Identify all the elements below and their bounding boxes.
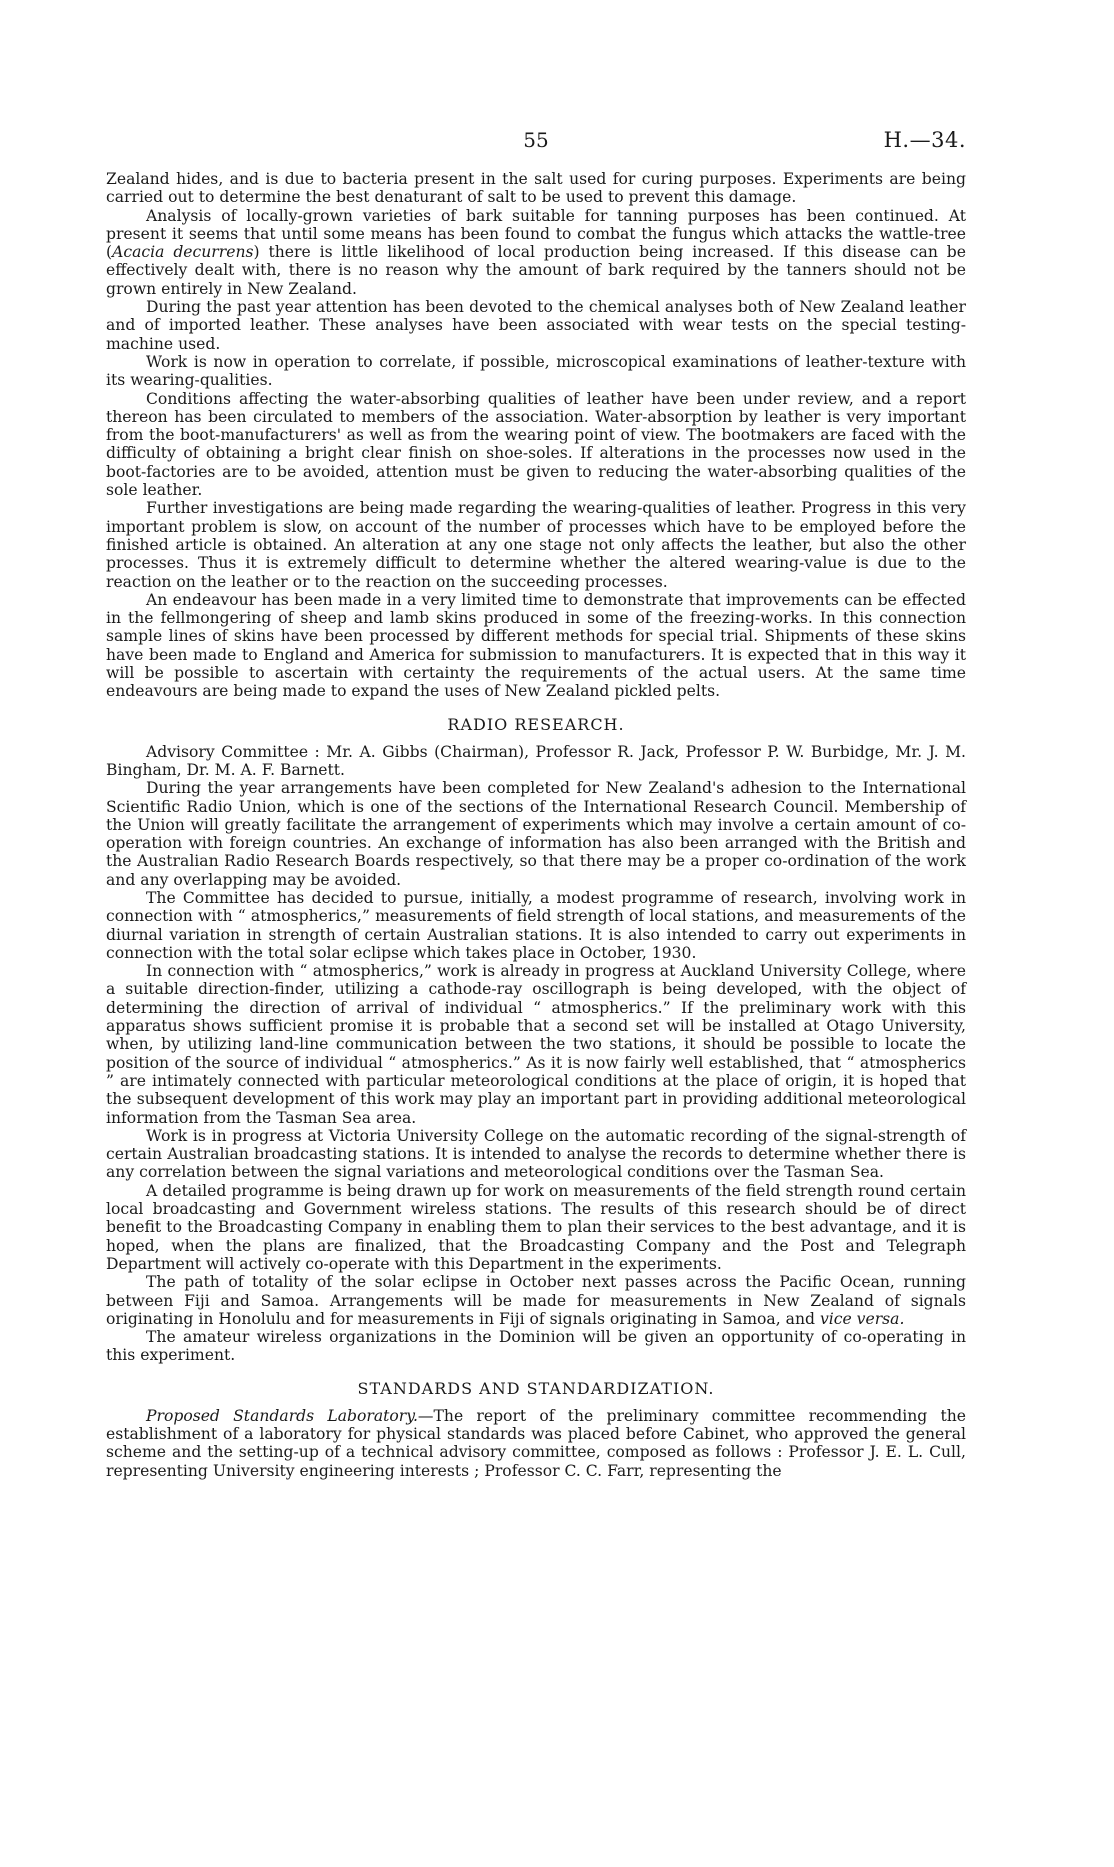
paragraph: Work is now in operation to correlate, if possible, microscopical examinations of leather-texture with its wearing-qualities. [106,352,966,390]
paragraph [106,1273,966,1328]
paragraph: The amateur wireless organizations in the Dominion will be given an opportunity of co-operating in this experiment. [106,1328,966,1365]
paragraph [106,1407,966,1480]
paragraph: Conditions affecting the water-absorbing qualities of leather have been under review, and a report thereon has been circulated to members of the association. Water-absorption by leather is very important from the boot-manufacturers' as well as from the wearing point of view. The bootmakers are faced with the difficulty of obtaining a bright clear finish on shoe-soles. If alterations in the processes now used in the boot-factories are to be avoided, attention must be given to reducing the water-absorbing qualities of the sole leather. [106,389,966,500]
document-page [106,128,966,1480]
paragraph: A detailed programme is being drawn up for work on measurements of the field strength round certain local broadcasting and Government wireless stations. The results of this research should be of direct benefit to the Broadcasting Company in enabling them to plan their services to the best advantage, and it is hoped, when the plans are finalized, that the Broadcasting Company and the Post and Telegraph Department will actively co-operate with this Department in the experiments. [106,1181,966,1273]
paragraph: In connection with “ atmospherics,” work is already in progress at Auckland University College, where a suitable direction-finder, utilizing a cathode-ray oscillograph is being developed, with the object of determining the direction of arrival of individual “ atmospherics.” If the preliminary work with this apparatus shows sufficient promise it is probable that a second set will be installed at Otago University, when, by utilizing land-line communication between the two stations, it should be possible to locate the position of the source of individual “ atmospherics.” As it is now fairly well established, that “ atmospherics ” are intimately connected with particular meteorological conditions at the place of origin, it is hoped that the subsequent development of this work may play an important part in providing additional meteorological information from the Tasman Sea area. [106,962,966,1127]
subheading: Proposed Standards Laboratory. [146,1406,418,1425]
radio-research-section [106,715,966,1365]
paragraph-text: —The report of the preliminary committee recommending the establishment of a laboratory for physical standards was placed before Cabinet, who approved the general scheme and the setting-up of a technical advisory committee, composed as follows : Professor J. E. L. Cull, representing University engineering interests ; Professor C. C. Farr, representing the [106,1406,966,1480]
paragraph: Work is in progress at Victoria University College on the automatic recording of the signal-strength of certain Australian broadcasting stations. It is intended to analyse the records to determine whether there is any correlation between the signal variations and meteorological conditions over the Tasman Sea. [106,1126,966,1182]
section-heading: STANDARDS AND STANDARDIZATION. [357,1378,715,1398]
species-name: Acacia decurrens [112,243,254,262]
paragraph-text: Analysis of locally-grown varieties of bark suitable for tanning purposes has been continued. At present it seems that until some means has been found to combat the fungus which attacks the wattle-tree ( [106,206,966,262]
paragraph: The Committee has decided to pursue, initially, a modest programme of research, involving work in connection with “ atmospherics,” measurements of field strength of local stations, and measurements of the diurnal variation in strength of certain Australian stations. It is also intended to carry out experiments in connection with the total solar eclipse which takes place in October, 1930. [106,888,966,962]
paragraph: Zealand hides, and is due to bacteria present in the salt used for curing purposes. Experiments are being carried out to determine the best denaturant of salt to be used to prevent this damage. [106,170,966,207]
page-header [106,128,966,158]
page-number: 55 [523,128,549,152]
document-reference: H.—34. [883,128,966,152]
paragraph-text: The path of totality of the solar eclipse in October next passes across the Pacific Ocean, running between Fiji and Samoa. Arrangements will be made for measurements in New Zealand of signals originating in Honolulu and for measurements in Fiji of signals originating in Samoa, and [106,1273,966,1328]
paragraph: During the past year attention has been devoted to the chemical analyses both of New Zealand leather and of imported leather. These analyses have been associated with wear tests on the special testing-machine used. [106,298,966,353]
emphasis: vice versa. [819,1309,905,1328]
leather-section [106,170,966,701]
paragraph: During the year arrangements have been completed for New Zealand's adhesion to the International Scientific Radio Union, which is one of the sections of the International Research Council. Membership of the Union will greatly facilitate the arrangement of experiments which may involve a certain amount of co-operation with foreign countries. An exchange of information has also been arranged with the British and the Australian Radio Research Boards respectively, so that there may be a proper co-ordination of the work and any overlapping may be avoided. [106,779,966,889]
section-heading: RADIO RESEARCH. [447,714,625,734]
standards-section [106,1379,966,1480]
paragraph-text: ) there is little likelihood of local production being increased. If this disease can be effectively dealt with, there is no reason why the amount of bark required by the tanners should not be grown entirely in New Zealand. [106,243,966,298]
paragraph: Further investigations are being made regarding the wearing-qualities of leather. Progress in this very important problem is slow, on account of the number of processes which have to be employed before the finished article is obtained. An alteration at any one stage not only affects the leather, but also the other processes. Thus it is extremely difficult to determine whether the altered wearing-value is due to the reaction on the leather or to the reaction on the succeeding processes. [106,499,966,591]
paragraph: An endeavour has been made in a very limited time to demonstrate that improvements can be effected in the fellmongering of sheep and lamb skins produced in some of the freezing-works. In this connection sample lines of skins have been processed by different methods for special trial. Shipments of these skins have been made to England and America for submission to manufacturers. It is expected that in this way it will be possible to ascertain with certainty the requirements of the actual users. At the same time endeavours are being made to expand the uses of New Zealand pickled pelts. [106,590,966,701]
paragraph: Advisory Committee : Mr. A. Gibbs (Chairman), Professor R. Jack, Professor P. W. Burbidge, Mr. J. M. Bingham, Dr. M. A. F. Barnett. [106,742,966,779]
paragraph [106,207,966,298]
